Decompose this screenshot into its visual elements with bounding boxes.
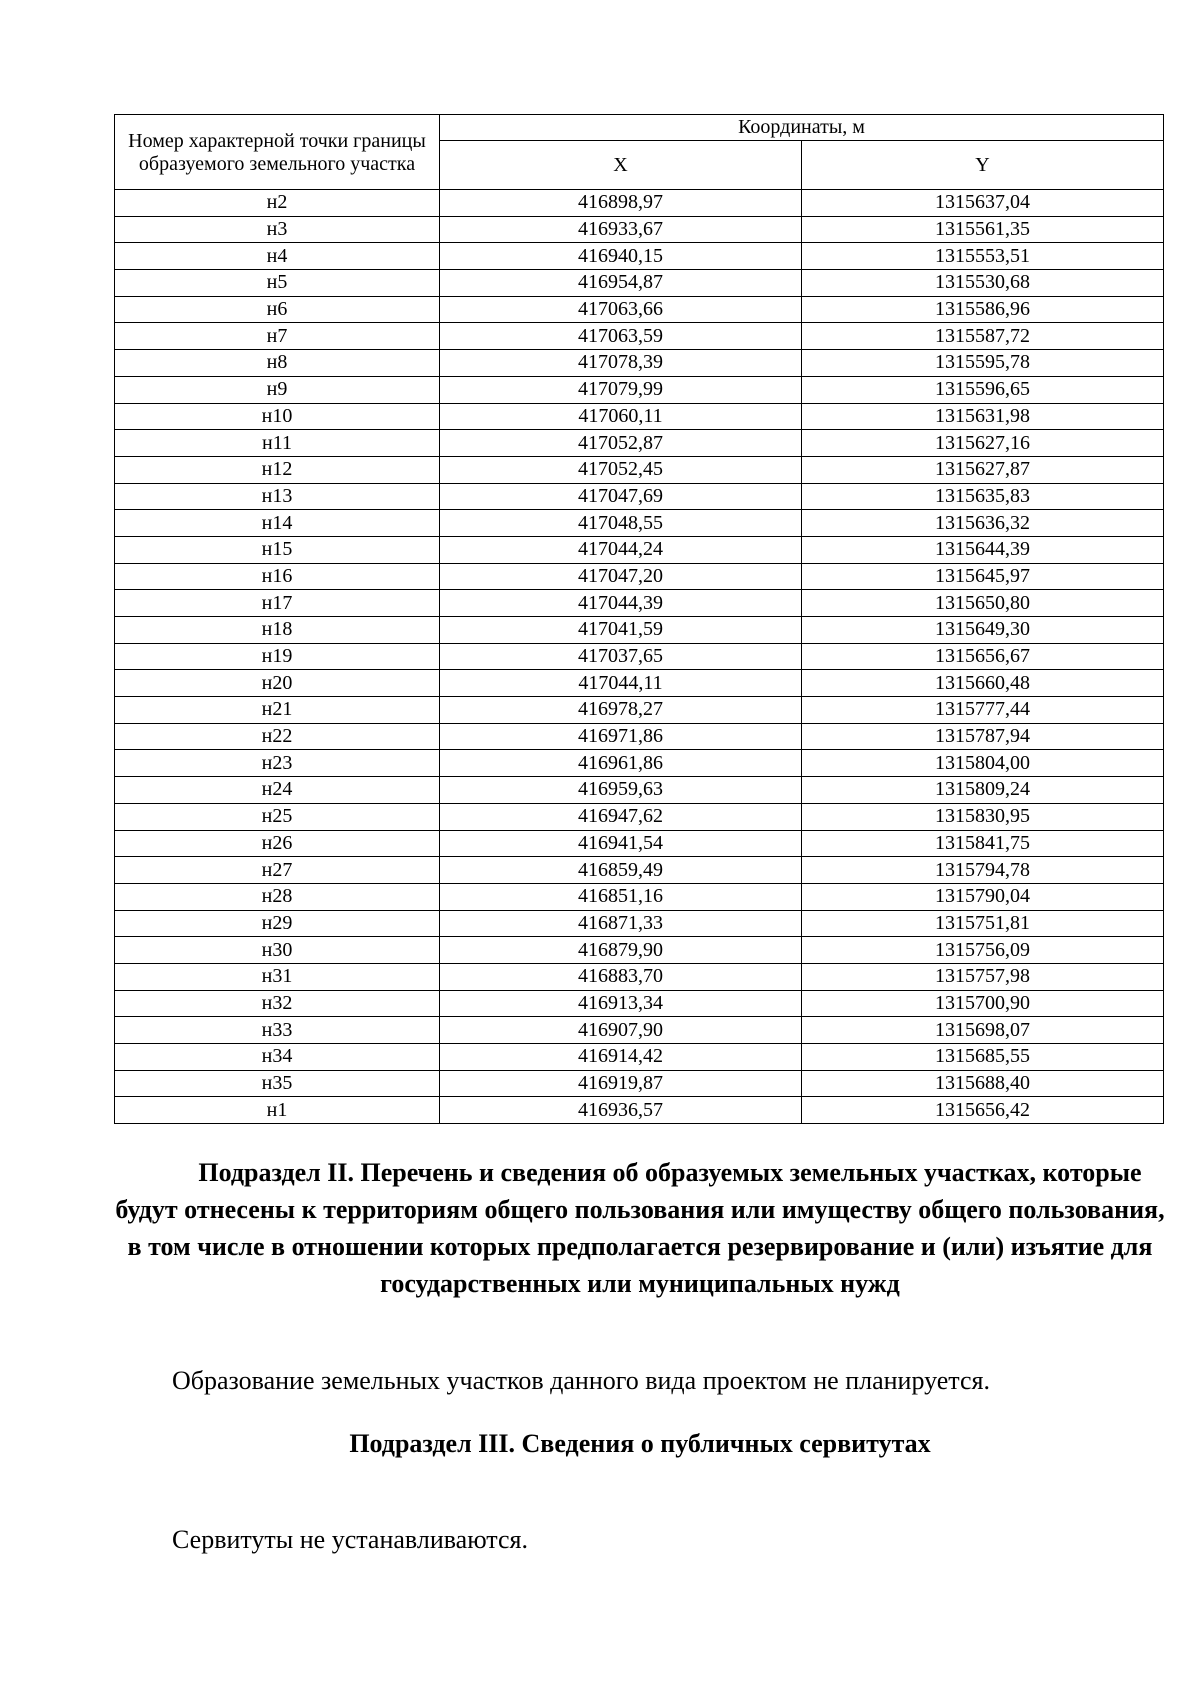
cell-y: 1315645,97 (802, 563, 1164, 590)
header-coordinates: Координаты, м (440, 115, 1164, 141)
cell-y: 1315587,72 (802, 323, 1164, 350)
cell-y: 1315751,81 (802, 910, 1164, 937)
cell-x: 416971,86 (440, 723, 802, 750)
cell-y: 1315804,00 (802, 750, 1164, 777)
cell-y: 1315787,94 (802, 723, 1164, 750)
cell-x: 416851,16 (440, 883, 802, 910)
table-row (115, 456, 1164, 483)
cell-x: 416919,87 (440, 1070, 802, 1097)
cell-point: н27 (115, 857, 440, 884)
cell-x: 417047,69 (440, 483, 802, 510)
cell-y: 1315809,24 (802, 777, 1164, 804)
table-row (115, 323, 1164, 350)
cell-point: н28 (115, 883, 440, 910)
cell-point: н9 (115, 376, 440, 403)
table-row (115, 883, 1164, 910)
cell-y: 1315644,39 (802, 536, 1164, 563)
table-row (115, 1070, 1164, 1097)
cell-y: 1315660,48 (802, 670, 1164, 697)
cell-point: н25 (115, 803, 440, 830)
cell-x: 417079,99 (440, 376, 802, 403)
cell-x: 417060,11 (440, 403, 802, 430)
cell-point: н32 (115, 990, 440, 1017)
cell-x: 416871,33 (440, 910, 802, 937)
table-row (115, 643, 1164, 670)
cell-point: н31 (115, 963, 440, 990)
cell-y: 1315700,90 (802, 990, 1164, 1017)
cell-point: н13 (115, 483, 440, 510)
cell-point: н30 (115, 937, 440, 964)
cell-x: 416959,63 (440, 777, 802, 804)
table-row (115, 430, 1164, 457)
cell-y: 1315794,78 (802, 857, 1164, 884)
table-row (115, 350, 1164, 377)
cell-x: 417044,39 (440, 590, 802, 617)
table-row (115, 590, 1164, 617)
table-row (115, 723, 1164, 750)
table-row (115, 963, 1164, 990)
cell-x: 416940,15 (440, 243, 802, 270)
cell-point: н11 (115, 430, 440, 457)
cell-x: 416907,90 (440, 1017, 802, 1044)
table-row (115, 296, 1164, 323)
cell-y: 1315841,75 (802, 830, 1164, 857)
cell-y: 1315656,42 (802, 1097, 1164, 1124)
cell-x: 416933,67 (440, 216, 802, 243)
table-row (115, 670, 1164, 697)
cell-x: 416954,87 (440, 270, 802, 297)
cell-point: н18 (115, 617, 440, 644)
cell-point: н10 (115, 403, 440, 430)
cell-x: 417052,87 (440, 430, 802, 457)
cell-y: 1315595,78 (802, 350, 1164, 377)
table-row (115, 937, 1164, 964)
cell-x: 416947,62 (440, 803, 802, 830)
cell-y: 1315631,98 (802, 403, 1164, 430)
coordinates-table-body (115, 190, 1164, 1124)
cell-x: 416941,54 (440, 830, 802, 857)
table-row (115, 1044, 1164, 1071)
cell-y: 1315685,55 (802, 1044, 1164, 1071)
cell-point: н22 (115, 723, 440, 750)
cell-point: н20 (115, 670, 440, 697)
coordinates-table (114, 114, 1164, 1124)
cell-point: н12 (115, 456, 440, 483)
cell-x: 417078,39 (440, 350, 802, 377)
header-point-number: Номер характерной точки границы образуемого земельного участка (115, 115, 440, 190)
table-row (115, 617, 1164, 644)
cell-point: н1 (115, 1097, 440, 1124)
cell-point: н21 (115, 697, 440, 724)
cell-x: 417047,20 (440, 563, 802, 590)
table-row (115, 376, 1164, 403)
cell-y: 1315656,67 (802, 643, 1164, 670)
cell-y: 1315596,65 (802, 376, 1164, 403)
cell-point: н29 (115, 910, 440, 937)
cell-point: н8 (115, 350, 440, 377)
cell-point: н2 (115, 190, 440, 217)
cell-point: н24 (115, 777, 440, 804)
cell-point: н6 (115, 296, 440, 323)
cell-y: 1315777,44 (802, 697, 1164, 724)
cell-x: 417037,65 (440, 643, 802, 670)
cell-x: 417044,24 (440, 536, 802, 563)
cell-y: 1315627,87 (802, 456, 1164, 483)
cell-x: 417048,55 (440, 510, 802, 537)
cell-y: 1315756,09 (802, 937, 1164, 964)
cell-x: 416913,34 (440, 990, 802, 1017)
cell-x: 416859,49 (440, 857, 802, 884)
cell-point: н17 (115, 590, 440, 617)
cell-point: н7 (115, 323, 440, 350)
cell-y: 1315649,30 (802, 617, 1164, 644)
table-row (115, 830, 1164, 857)
cell-y: 1315553,51 (802, 243, 1164, 270)
cell-y: 1315636,32 (802, 510, 1164, 537)
cell-x: 417063,66 (440, 296, 802, 323)
table-row (115, 563, 1164, 590)
table-row (115, 216, 1164, 243)
cell-point: н34 (115, 1044, 440, 1071)
table-row (115, 777, 1164, 804)
subsection-2-heading (110, 1154, 1170, 1302)
cell-x: 417052,45 (440, 456, 802, 483)
cell-point: н19 (115, 643, 440, 670)
table-row (115, 403, 1164, 430)
table-row (115, 910, 1164, 937)
cell-x: 416914,42 (440, 1044, 802, 1071)
cell-y: 1315650,80 (802, 590, 1164, 617)
cell-y: 1315688,40 (802, 1070, 1164, 1097)
cell-x: 416883,70 (440, 963, 802, 990)
cell-x: 417044,11 (440, 670, 802, 697)
table-row (115, 510, 1164, 537)
cell-point: н35 (115, 1070, 440, 1097)
cell-x: 417041,59 (440, 617, 802, 644)
table-row (115, 190, 1164, 217)
table-row (115, 243, 1164, 270)
cell-y: 1315790,04 (802, 883, 1164, 910)
cell-y: 1315637,04 (802, 190, 1164, 217)
cell-y: 1315698,07 (802, 1017, 1164, 1044)
table-row (115, 857, 1164, 884)
header-y: Y (802, 141, 1164, 190)
table-row (115, 1017, 1164, 1044)
cell-point: н5 (115, 270, 440, 297)
cell-y: 1315830,95 (802, 803, 1164, 830)
cell-point: н16 (115, 563, 440, 590)
cell-point: н23 (115, 750, 440, 777)
table-row (115, 270, 1164, 297)
cell-y: 1315627,16 (802, 430, 1164, 457)
cell-y: 1315561,35 (802, 216, 1164, 243)
subsection-3-note: Сервитуты не устанавливаются. (172, 1525, 528, 1554)
cell-point: н26 (115, 830, 440, 857)
header-x: X (440, 141, 802, 190)
table-row (115, 750, 1164, 777)
subsection-3-heading: Подраздел III. Сведения о публичных сервитутах (349, 1429, 931, 1458)
cell-y: 1315530,68 (802, 270, 1164, 297)
subsection-2-heading-text: Подраздел II. Перечень и сведения об образуемых земельных участках, которые будут отнесены к территориям общего пользования или имуществу общего пользования, в том числе в отношении которых предполагается резервирование и (или) изъятие для государственных или муниципальных нужд (115, 1158, 1165, 1298)
cell-x: 416936,57 (440, 1097, 802, 1124)
cell-x: 416879,90 (440, 937, 802, 964)
table-row (115, 990, 1164, 1017)
table-row (115, 1097, 1164, 1124)
cell-y: 1315635,83 (802, 483, 1164, 510)
cell-point: н15 (115, 536, 440, 563)
cell-y: 1315757,98 (802, 963, 1164, 990)
table-row (115, 697, 1164, 724)
table-row (115, 536, 1164, 563)
cell-x: 417063,59 (440, 323, 802, 350)
cell-x: 416961,86 (440, 750, 802, 777)
cell-point: н3 (115, 216, 440, 243)
cell-point: н33 (115, 1017, 440, 1044)
cell-y: 1315586,96 (802, 296, 1164, 323)
table-row (115, 803, 1164, 830)
table-row (115, 483, 1164, 510)
cell-x: 416898,97 (440, 190, 802, 217)
subsection-2-note: Образование земельных участков данного вида проектом не планируется. (172, 1366, 990, 1395)
cell-point: н4 (115, 243, 440, 270)
cell-point: н14 (115, 510, 440, 537)
cell-x: 416978,27 (440, 697, 802, 724)
